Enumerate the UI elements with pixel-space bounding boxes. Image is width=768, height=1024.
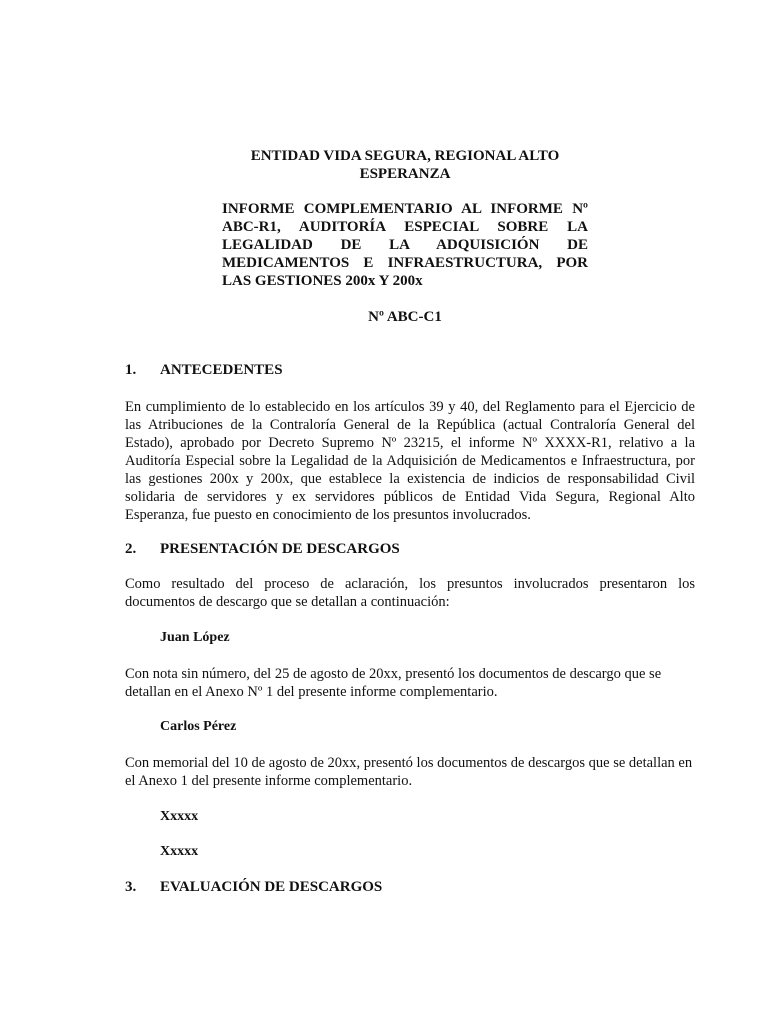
descargos-intro-paragraph: Como resultado del proceso de aclaración, los presuntos involucrados presentaron los documentos de descargo que se detallan a continuación: xyxy=(125,576,695,610)
involved-name-placeholder-2: Xxxxx xyxy=(160,844,199,859)
section-heading-presentacion xyxy=(125,540,645,558)
involved-name-placeholder-1: Xxxxx xyxy=(160,809,199,824)
section-number: 3. xyxy=(125,879,137,895)
involved-name-carlos-perez: Carlos Pérez xyxy=(160,719,237,734)
involved-name-juan-lopez: Juan López xyxy=(160,630,230,645)
carlos-perez-paragraph: Con memorial del 10 de agosto de 20xx, presentó los documentos de descargos que se detallan en el Anexo 1 del presente informe complementario. xyxy=(125,755,693,789)
organization-title: ENTIDAD VIDA SEGURA, REGIONAL ALTO ESPERANZA xyxy=(250,148,560,182)
antecedentes-paragraph: En cumplimiento de lo establecido en los artículos 39 y 40, del Reglamento para el Ejercicio de las Atribuciones de la Contraloría General de la República (actual Contraloría General del Estado), aprobado por Decreto Supremo Nº 23215, el informe Nº XXXX-R1, relativo a la Auditoría Especial sobre la Legalidad de la Adquisición de Medicamentos e Infraestructura, por las gestiones 200x y 200x, que establece la existencia de indicios de responsabilidad Civil solidaria de servidores y ex servidores públicos de Entidad Vida Segura, Regional Alto Esperanza, fue puesto en conocimiento de los presuntos involucrados. xyxy=(125,399,695,523)
section-heading-antecedentes xyxy=(125,361,645,379)
section-title: PRESENTACIÓN DE DESCARGOS xyxy=(160,541,400,557)
report-title: INFORME COMPLEMENTARIO AL INFORME Nº ABC-R1, AUDITORÍA ESPECIAL SOBRE LA LEGALIDAD DE LA ADQUISICIÓN DE MEDICAMENTOS E INFRAESTRUCTURA, POR LAS GESTIONES 200x Y 200x xyxy=(222,201,588,289)
section-title: EVALUACIÓN DE DESCARGOS xyxy=(160,879,383,895)
section-title: ANTECEDENTES xyxy=(160,362,283,378)
juan-lopez-paragraph: Con nota sin número, del 25 de agosto de 20xx, presentó los documentos de descargo que se detallan en el Anexo Nº 1 del presente informe complementario. xyxy=(125,666,662,700)
section-heading-evaluacion xyxy=(125,878,645,896)
section-number: 1. xyxy=(125,362,137,378)
section-number: 2. xyxy=(125,541,137,557)
report-number: Nº ABC-C1 xyxy=(368,309,442,325)
